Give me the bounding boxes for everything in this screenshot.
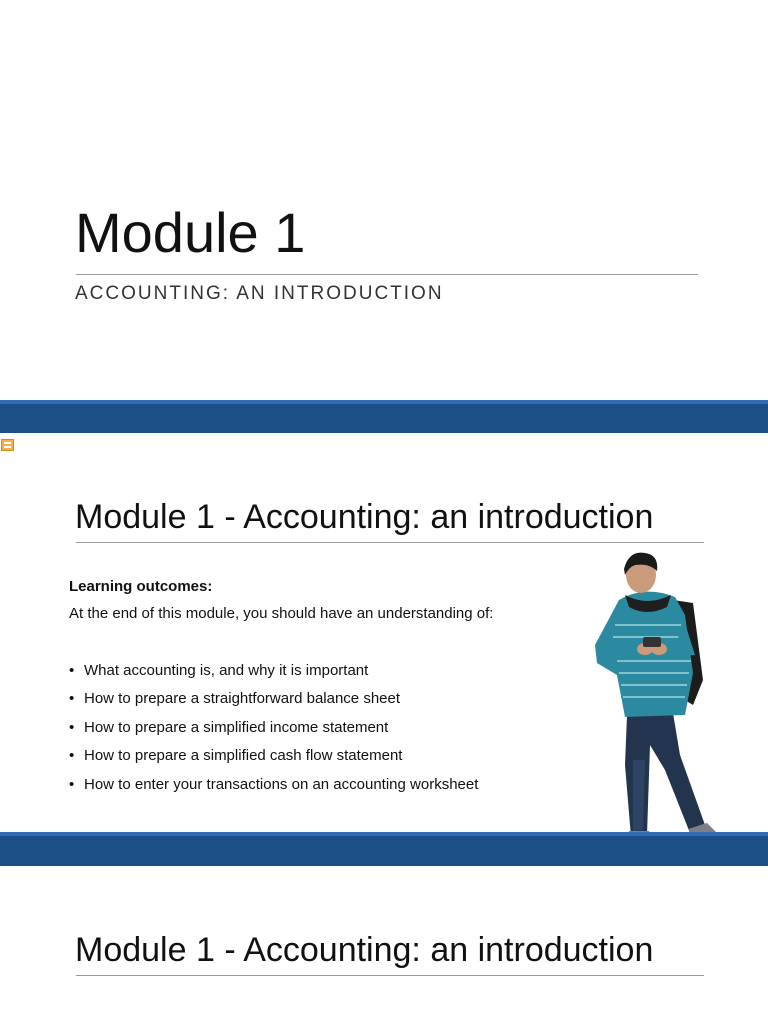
list-item: • How to enter your transactions on an accounting worksheet (69, 774, 478, 802)
slide-title-divider (76, 975, 704, 976)
list-item: • How to prepare a simplified cash flow statement (69, 745, 478, 773)
student-illustration (585, 545, 745, 860)
slide-title: Module 1 - Accounting: an introduction (75, 931, 654, 969)
list-item: • How to prepare a simplified income statement (69, 717, 478, 745)
title-divider (76, 274, 698, 275)
title-slide (0, 0, 768, 400)
slide-title: Module 1 - Accounting: an introduction (75, 498, 654, 536)
slide-title-divider (76, 542, 704, 543)
list-item: • How to prepare a straightforward balance sheet (69, 688, 478, 716)
learning-outcomes-list (69, 660, 478, 802)
module-title: Module 1 (75, 201, 306, 264)
comment-icon[interactable] (1, 439, 14, 451)
module-subtitle: ACCOUNTING: AN INTRODUCTION (75, 283, 444, 304)
learning-outcomes-heading: Learning outcomes: (69, 578, 213, 595)
slide-separator-band (0, 832, 768, 866)
slide-separator-band (0, 400, 768, 433)
list-item: • What accounting is, and why it is important (69, 660, 478, 688)
learning-outcomes-intro: At the end of this module, you should have an understanding of: (69, 605, 494, 622)
